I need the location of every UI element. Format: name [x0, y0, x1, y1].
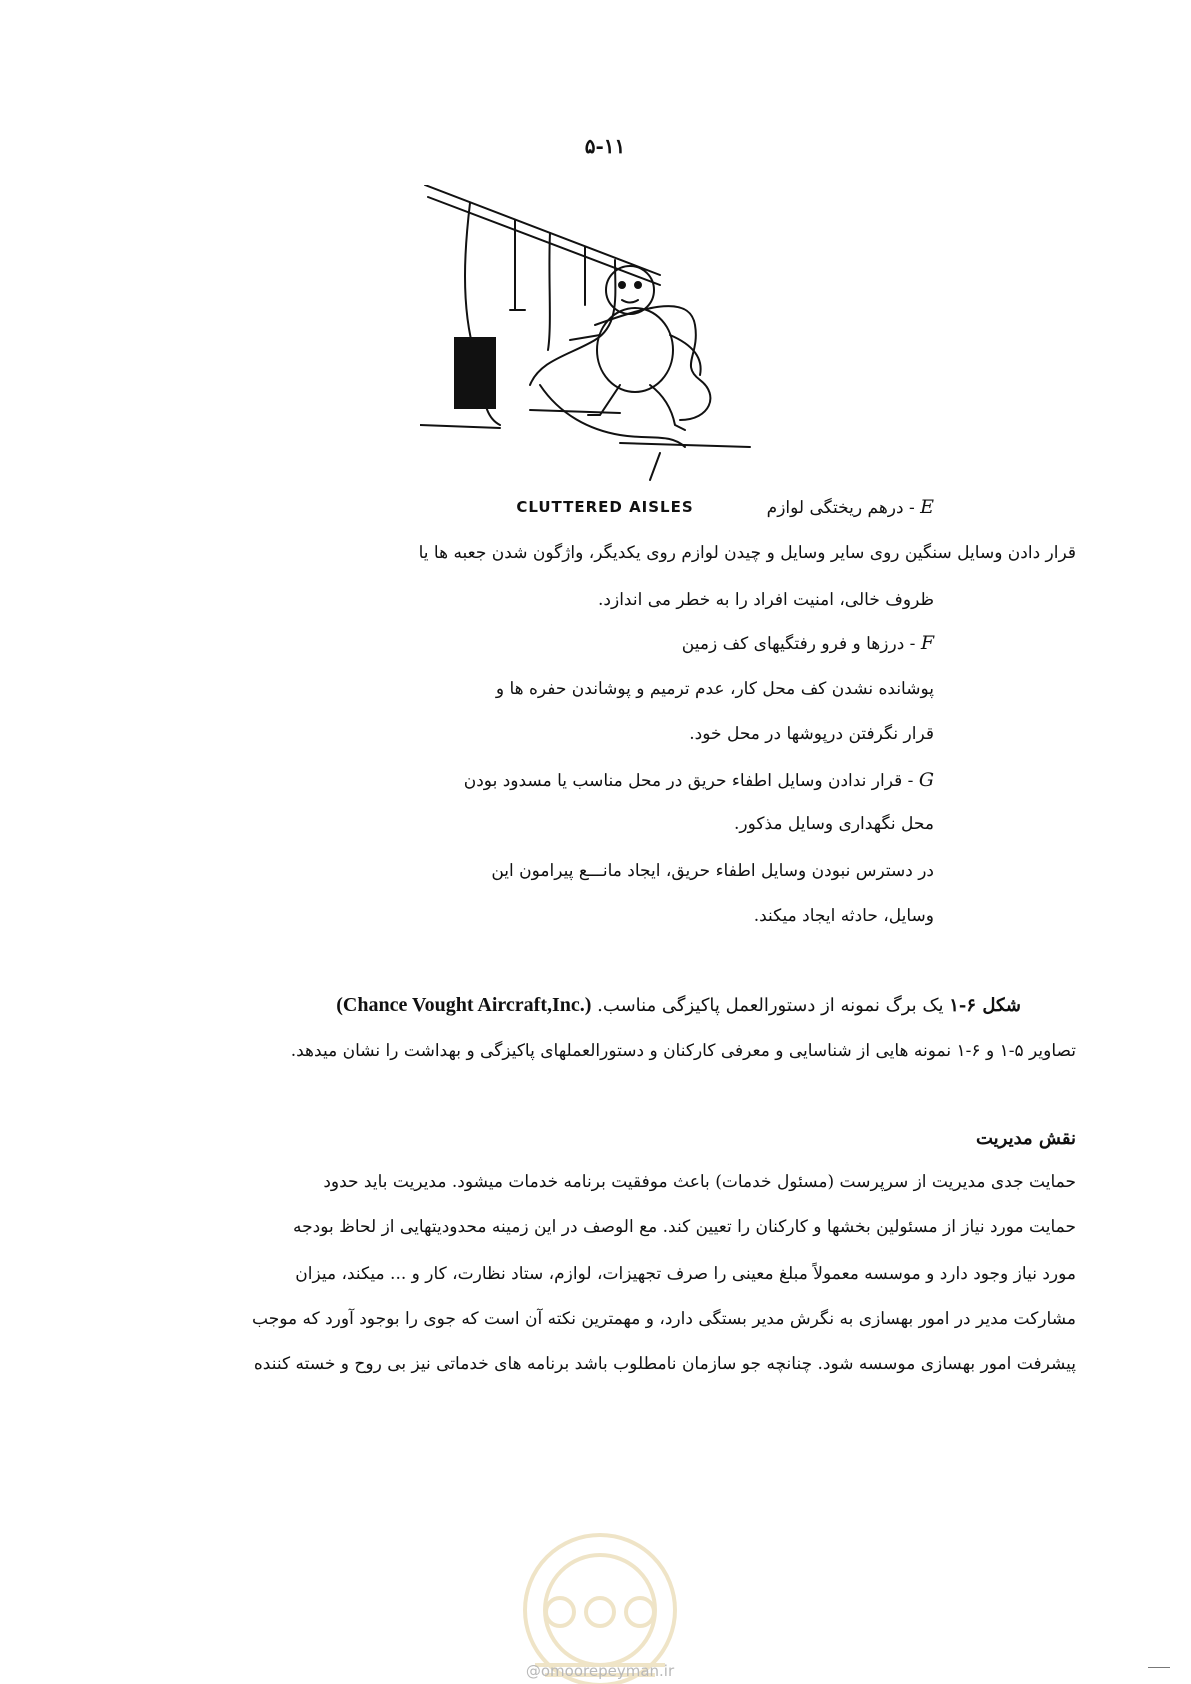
item-g-title-line [154, 769, 934, 792]
watermark-logo-icon [475, 1500, 725, 1684]
item-g-line-3: وسایل، حادثه ایجاد میکند. [753, 906, 934, 926]
item-letter: G [918, 769, 934, 791]
item-f-title-line [154, 632, 934, 655]
item-letter: E [920, 496, 934, 518]
figure-caption [121, 993, 1021, 1017]
item-g-line-2: در دسترس نبودن وسایل اطفاء حریق، ایجاد مانـــع پیرامون این [491, 861, 934, 881]
item-title: - درزها و فرو رفتگیهای کف زمین [681, 634, 916, 654]
section-line-3: مورد نیاز وجود دارد و موسسه معمولاً مبلغ معینی را صرف تجهیزات، لوازم، ستاد نظارت، کار و ... میکند، میزان [295, 1264, 1076, 1284]
corner-mark [1148, 1667, 1170, 1670]
section-line-5: پیشرفت امور بهسازی موسسه شود. چنانچه جو سازمان نامطلوب باشد برنامه های خدماتی نیز بی روح و خسته کننده [253, 1354, 1076, 1374]
section-line-2: حمایت مورد نیاز از مسئولین بخشها و کارکنان را تعیین کند. مع الوصف در این زمینه محدودیتهایی از لحاظ بودجه [293, 1217, 1076, 1237]
item-title: - درهم ریختگی لوازم [766, 498, 915, 518]
section-line-1: حمایت جدی مدیریت از سرپرست (مسئول خدمات) باعث موفقیت برنامه خدمات میشود. مدیریت باید حدود [323, 1172, 1076, 1192]
item-e-line-1: قرار دادن وسایل سنگین روی سایر وسایل و چیدن لوازم روی یکدیگر، واژگون شدن جعبه ها یا [418, 543, 1076, 563]
item-g-line-1: محل نگهداری وسایل مذکور. [733, 814, 934, 834]
figure-note: تصاویر ۵-۱ و ۶-۱ نمونه هایی از شناسایی و معرفی کارکنان و دستورالعملهای پاکیزگی و بهداشت را نشان میدهد. [290, 1041, 1076, 1061]
item-e-title-line [154, 496, 934, 519]
watermark-text: @omoorepeyman.ir [525, 1662, 675, 1680]
section-heading: نقش مدیریت [975, 1128, 1076, 1149]
figure-text: یک برگ نمونه از دستورالعمل پاکیزگی مناسب. [597, 995, 944, 1016]
item-f-line-2: قرار نگرفتن درپوشها در محل خود. [689, 724, 934, 744]
cluttered-aisles-illustration [420, 185, 770, 485]
page-number: ۵-۱۱ [584, 134, 626, 158]
item-f-line-1: پوشانده نشدن کف محل کار، عدم ترمیم و پوشاندن حفره ها و [495, 679, 934, 699]
item-e-line-2: ظروف خالی، امنیت افراد را به خطر می اندازد. [598, 590, 934, 610]
section-line-4: مشارکت مدیر در امور بهسازی به نگرش مدیر بستگی دارد، و مهمترین نکته آن است که جوی را بوجود آورد که موجب [252, 1309, 1076, 1329]
illustration-caption: CLUTTERED AISLES [516, 498, 694, 516]
item-letter: F [920, 632, 934, 654]
figure-source: (Chance Vought Aircraft,Inc.) [336, 994, 592, 1016]
item-title: - قرار ندادن وسایل اطفاء حریق در محل مناسب یا مسدود بودن [463, 771, 914, 791]
figure-label: شکل ۶-۱ [949, 995, 1021, 1016]
